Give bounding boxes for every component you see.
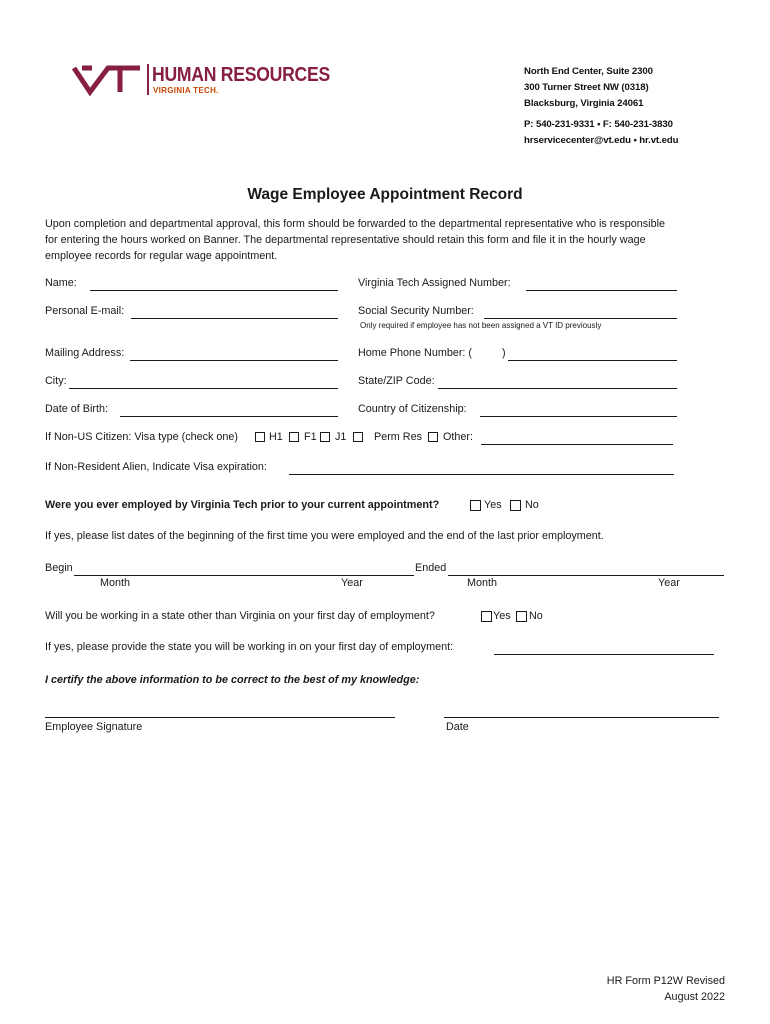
other-state-field[interactable] — [494, 654, 714, 655]
personal-email-field[interactable] — [131, 318, 338, 319]
other-state-no-checkbox[interactable] — [516, 611, 527, 622]
vt-logo-icon — [70, 62, 144, 96]
employee-signature-label: Employee Signature — [45, 721, 143, 733]
visa-h1-label: H1 — [269, 431, 283, 443]
intro-line-1: Upon completion and departmental approval, this form should be forwarded to the departmental representative who is responsible — [45, 218, 665, 230]
visa-perm-res-checkbox[interactable] — [353, 432, 363, 442]
mailing-address-field[interactable] — [130, 360, 338, 361]
ended-label: Ended — [415, 562, 447, 574]
citizenship-field[interactable] — [480, 416, 677, 417]
visa-f1-checkbox[interactable] — [289, 432, 299, 442]
other-state-no-label: No — [529, 610, 543, 622]
address-line-1: North End Center, Suite 2300 — [524, 66, 653, 77]
visa-expiration-field[interactable] — [289, 474, 674, 475]
dob-label: Date of Birth: — [45, 403, 109, 415]
prior-employment-yes-label: Yes — [484, 499, 502, 511]
dept-subtitle: VIRGINIA TECH. — [153, 86, 219, 95]
visa-type-label: If Non-US Citizen: Visa type (check one) — [45, 431, 239, 443]
ended-date-field[interactable] — [448, 575, 724, 576]
prior-employment-yes-checkbox[interactable] — [470, 500, 481, 511]
visa-other-checkbox[interactable] — [428, 432, 438, 442]
visa-j1-label: J1 — [335, 431, 347, 443]
home-phone-field[interactable] — [508, 360, 677, 361]
ssn-note: Only required if employee has not been assigned a VT ID previously — [360, 321, 602, 330]
ssn-field[interactable] — [484, 318, 677, 319]
visa-f1-label: F1 — [304, 431, 317, 443]
other-state-yes-checkbox[interactable] — [481, 611, 492, 622]
visa-h1-checkbox[interactable] — [255, 432, 265, 442]
prior-employment-question: Were you ever employed by Virginia Tech prior to your current appointment? — [45, 499, 440, 511]
mailing-address-label: Mailing Address: — [45, 347, 125, 359]
vt-number-field[interactable] — [526, 290, 677, 291]
intro-line-2: for entering the hours worked on Banner. The departmental representative should retain this form and file it in the hourly wage — [45, 234, 646, 246]
vt-hr-logo — [70, 62, 330, 100]
name-field[interactable] — [90, 290, 338, 291]
dob-field[interactable] — [120, 416, 338, 417]
form-id: HR Form P12W Revised — [606, 975, 725, 987]
employee-signature-field[interactable] — [45, 717, 395, 718]
other-state-yes-label: Yes — [493, 610, 511, 622]
signature-date-label: Date — [446, 721, 469, 733]
prior-employment-no-checkbox[interactable] — [510, 500, 521, 511]
visa-perm-res-label: Perm Res — [374, 431, 422, 443]
phone-fax: P: 540-231-9331 • F: 540-231-3830 — [524, 119, 673, 130]
state-zip-label: State/ZIP Code: — [358, 375, 435, 387]
name-label: Name: — [45, 277, 77, 289]
address-line-2: 300 Turner Street NW (0318) — [524, 82, 649, 93]
vt-number-label: Virginia Tech Assigned Number: — [358, 277, 511, 289]
personal-email-label: Personal E-mail: — [45, 305, 125, 317]
form-title: Wage Employee Appointment Record — [247, 186, 523, 203]
ended-month-label: Month — [467, 577, 498, 589]
other-state-question: Will you be working in a state other than Virginia on your first day of employment? — [45, 610, 435, 622]
visa-other-label: Other: — [443, 431, 474, 443]
dept-title: HUMAN RESOURCES — [152, 64, 330, 86]
visa-other-field[interactable] — [481, 444, 673, 445]
state-zip-field[interactable] — [438, 388, 677, 389]
address-line-3: Blacksburg, Virginia 24061 — [524, 98, 644, 109]
ssn-label: Social Security Number: — [358, 305, 474, 317]
visa-j1-checkbox[interactable] — [320, 432, 330, 442]
begin-month-label: Month — [100, 577, 131, 589]
begin-label: Begin — [45, 562, 73, 574]
city-field[interactable] — [69, 388, 338, 389]
logo-divider — [147, 64, 149, 95]
begin-date-field[interactable] — [74, 575, 414, 576]
intro-line-3: employee records for regular wage appointment. — [45, 250, 278, 262]
signature-date-field[interactable] — [444, 717, 719, 718]
visa-expiration-label: If Non-Resident Alien, Indicate Visa expiration: — [45, 461, 267, 473]
home-phone-close-paren: ) — [502, 347, 506, 359]
prior-employment-instructions: If yes, please list dates of the beginning of the first time you were employed and the end of the last prior employment. — [45, 530, 604, 542]
other-state-instructions: If yes, please provide the state you will be working in on your first day of employment: — [45, 641, 454, 653]
city-label: City: — [45, 375, 67, 387]
prior-employment-no-label: No — [525, 499, 539, 511]
home-phone-label: Home Phone Number: ( — [358, 347, 473, 359]
certification-statement: I certify the above information to be correct to the best of my knowledge: — [45, 674, 420, 686]
begin-year-label: Year — [341, 577, 363, 589]
email-web: hrservicecenter@vt.edu • hr.vt.edu — [524, 135, 679, 146]
revised-date: August 2022 — [664, 991, 725, 1003]
ended-year-label: Year — [658, 577, 680, 589]
citizenship-label: Country of Citizenship: — [358, 403, 467, 415]
